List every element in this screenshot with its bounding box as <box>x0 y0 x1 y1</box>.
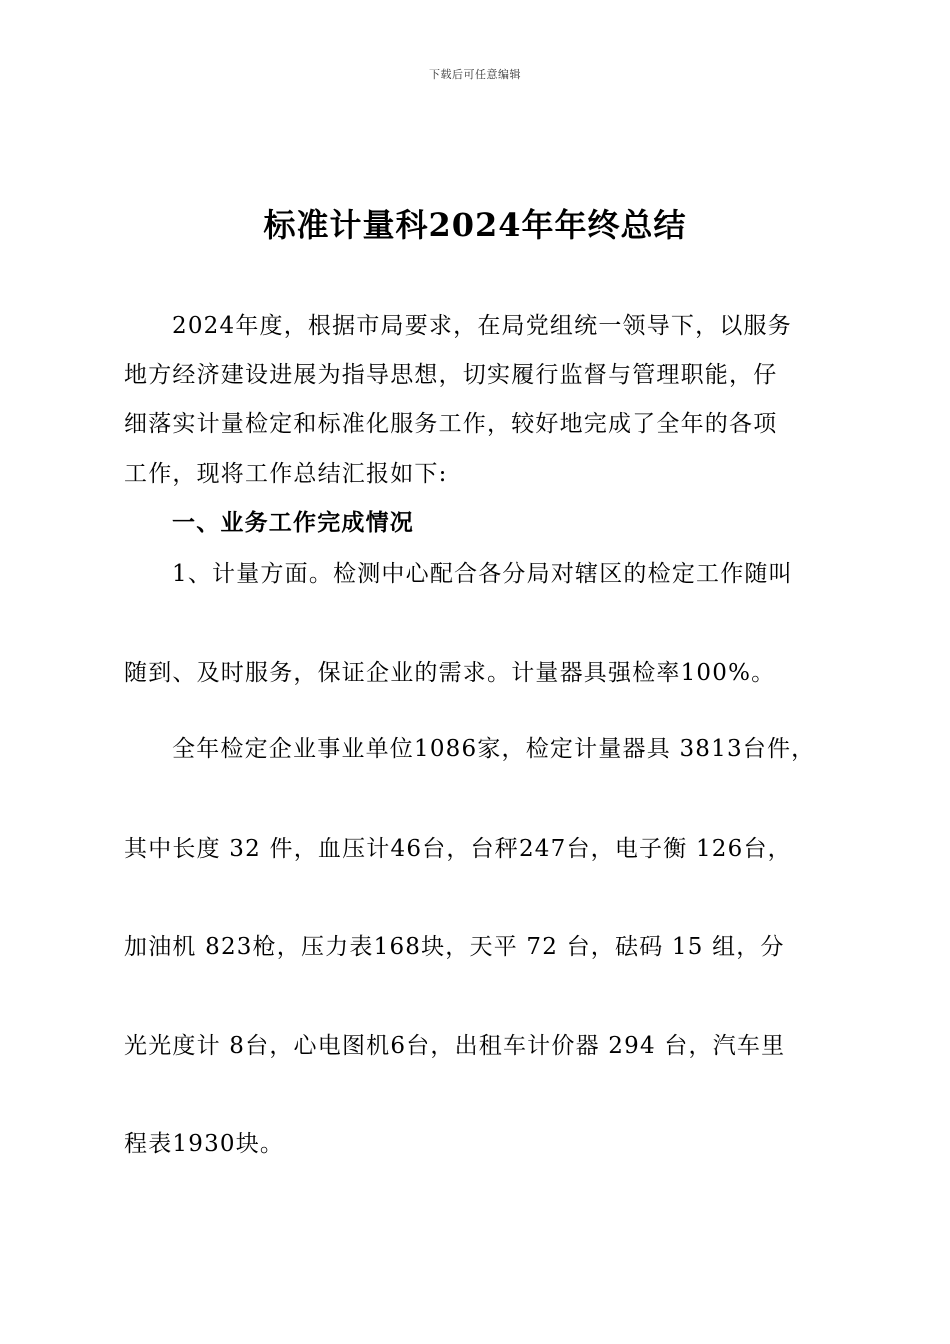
header-note: 下载后可任意编辑 <box>429 68 521 81</box>
paragraph-line: 程表1930块。 <box>124 1131 285 1157</box>
paragraph-line: 1、计量方面。检测中心配合各分局对辖区的检定工作随叫 <box>172 561 793 587</box>
paragraph-line: 工作，现将工作总结汇报如下: <box>124 461 448 487</box>
paragraph-line: 2024年度，根据市局要求，在局党组统一领导下，以服务 <box>172 313 792 339</box>
paragraph-line: 细落实计量检定和标准化服务工作，较好地完成了全年的各项 <box>124 411 778 437</box>
paragraph-line: 全年检定企业事业单位1086家，检定计量器具 3813台件， <box>172 736 816 762</box>
paragraph-line: 地方经济建设进展为指导思想，切实履行监督与管理职能，仔 <box>124 362 778 388</box>
paragraph-line: 加油机 823枪，压力表168块，天平 72 台，砝码 15 组，分 <box>124 934 785 960</box>
paragraph-line: 光光度计 8台，心电图机6台，出租车计价器 294 台，汽车里 <box>124 1033 786 1059</box>
document-title: 标准计量科2024年年终总结 <box>263 206 687 244</box>
paragraph-line: 随到、及时服务，保证企业的需求。计量器具强检率100%。 <box>124 660 776 686</box>
section-heading: 一、业务工作完成情况 <box>172 509 414 536</box>
paragraph-line: 其中长度 32 件，血压计46台，台秤247台，电子衡 126台， <box>124 836 792 862</box>
